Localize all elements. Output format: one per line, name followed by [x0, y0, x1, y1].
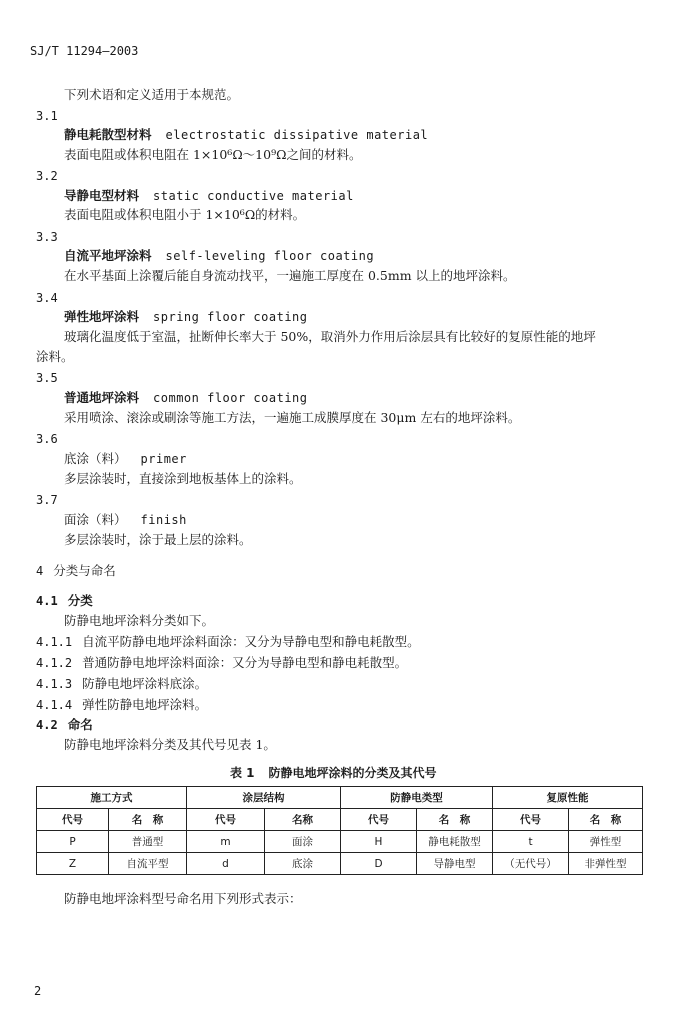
term-heading — [64, 248, 374, 264]
list-item-text: 弹性防静电地坪涂料。 — [82, 697, 208, 712]
term-number: 3.7 — [36, 493, 58, 507]
list-item — [36, 634, 420, 650]
subsection-heading — [36, 593, 93, 609]
term-definition: 多层涂装时，涂于最上层的涂料。 — [64, 532, 252, 547]
list-item-text: 普通防静电地坪涂料面涂：又分为导静电型和静电耗散型。 — [82, 655, 408, 670]
table-sub-header: 名称 — [265, 809, 341, 831]
term-en: electrostatic dissipative material — [165, 128, 429, 142]
term-en: static conductive material — [153, 189, 354, 203]
list-item — [36, 655, 407, 671]
list-item-text: 自流平防静电地坪涂料面涂：又分为导静电型和静电耗散型。 — [82, 634, 420, 649]
term-definition: 在水平基面上涂覆后能自身流动找平，一遍施工厚度在 0.5mm 以上的地坪涂料。 — [64, 268, 516, 283]
term-en: primer — [140, 452, 187, 466]
section-heading — [36, 563, 116, 579]
table-cell: Z — [37, 853, 109, 875]
list-item — [36, 676, 207, 692]
term-definition: 玻璃化温度低于室温，扯断伸长率大于 50%，取消外力作用后涂层具有比较好的复原性能的地坪 — [64, 329, 596, 344]
list-item-text: 防静电地坪涂料底涂。 — [82, 676, 208, 691]
term-en: finish — [140, 513, 187, 527]
term-number: 3.5 — [36, 371, 58, 385]
table-caption — [230, 765, 437, 781]
table-cell: 导静电型 — [417, 853, 493, 875]
subsection-title: 分类 — [67, 593, 93, 608]
list-item-number: 4.1.1 — [36, 635, 73, 649]
term-cn: 自流平地坪涂料 — [64, 248, 152, 263]
classification-table — [36, 786, 643, 875]
list-item-number: 4.1.4 — [36, 698, 73, 712]
closing-text: 防静电地坪涂料型号命名用下列形式表示： — [64, 891, 302, 906]
table-group-header-row — [37, 787, 643, 809]
list-item-number: 4.1.3 — [36, 677, 73, 691]
list-item-number: 4.1.2 — [36, 656, 73, 670]
table-cell: d — [187, 853, 265, 875]
term-definition-continued: 涂料。 — [36, 349, 74, 364]
term-number: 3.4 — [36, 291, 58, 305]
term-definition: 多层涂装时，直接涂到地板基体上的涂料。 — [64, 471, 302, 486]
table-group-header: 涂层结构 — [187, 787, 341, 809]
table-sub-header: 代号 — [187, 809, 265, 831]
term-cn: 普通地坪涂料 — [64, 390, 140, 405]
table-row — [37, 831, 643, 853]
term-number: 3.1 — [36, 109, 58, 123]
subsection-heading — [36, 717, 93, 733]
term-heading — [64, 188, 354, 204]
table-cell: （无代号） — [493, 853, 569, 875]
table-caption-title: 防静电地坪涂料的分类及其代号 — [268, 766, 437, 780]
table-cell: H — [341, 831, 417, 853]
table-cell: t — [493, 831, 569, 853]
subsection-text: 防静电地坪涂料分类如下。 — [64, 613, 215, 628]
table-group-header: 防静电类型 — [341, 787, 493, 809]
term-number: 3.2 — [36, 169, 58, 183]
term-definition: 采用喷涂、滚涂或刷涂等施工方法，一遍施工成膜厚度在 30μm 左右的地坪涂料。 — [64, 410, 521, 425]
table-caption-number: 表 1 — [230, 766, 255, 780]
intro-text: 下列术语和定义适用于本规范。 — [64, 87, 240, 102]
table-sub-header-row — [37, 809, 643, 831]
table-sub-header: 代号 — [341, 809, 417, 831]
subsection-title: 命名 — [67, 717, 93, 732]
table-group-header: 施工方式 — [37, 787, 187, 809]
table-group-header: 复原性能 — [493, 787, 643, 809]
list-item — [36, 697, 207, 713]
table-sub-header: 名 称 — [569, 809, 643, 831]
term-heading — [64, 309, 308, 325]
term-definition: 表面电阻或体积电阻在 1×10⁶Ω～10⁹Ω之间的材料。 — [64, 147, 362, 162]
term-en: common floor coating — [153, 391, 308, 405]
term-cn: 导静电型材料 — [64, 188, 140, 203]
term-number: 3.3 — [36, 230, 58, 244]
term-cn: 底涂（料） — [64, 451, 127, 466]
table-cell: 非弹性型 — [569, 853, 643, 875]
subsection-number: 4.1 — [36, 594, 58, 608]
section-title: 分类与命名 — [53, 563, 116, 578]
subsection-number: 4.2 — [36, 718, 58, 732]
term-definition: 表面电阻或体积电阻小于 1×10⁶Ω的材料。 — [64, 207, 306, 222]
table-row — [37, 853, 643, 875]
page-number: 2 — [34, 984, 42, 998]
table-cell: 面涂 — [265, 831, 341, 853]
term-heading — [64, 390, 308, 406]
term-heading — [64, 127, 428, 143]
table-sub-header: 名 称 — [417, 809, 493, 831]
table-cell: m — [187, 831, 265, 853]
table-cell: 底涂 — [265, 853, 341, 875]
table-cell: D — [341, 853, 417, 875]
table-sub-header: 代号 — [493, 809, 569, 831]
term-cn: 面涂（料） — [64, 512, 127, 527]
term-en: spring floor coating — [153, 310, 308, 324]
term-cn: 静电耗散型材料 — [64, 127, 152, 142]
table-cell: 普通型 — [109, 831, 187, 853]
term-cn: 弹性地坪涂料 — [64, 309, 140, 324]
table-sub-header: 名 称 — [109, 809, 187, 831]
table-cell: 自流平型 — [109, 853, 187, 875]
term-en: self-leveling floor coating — [165, 249, 375, 263]
subsection-text: 防静电地坪涂料分类及其代号见表 1。 — [64, 737, 276, 752]
term-number: 3.6 — [36, 432, 58, 446]
table-cell: 静电耗散型 — [417, 831, 493, 853]
doc-id: SJ/T 11294—2003 — [30, 44, 139, 58]
section-number: 4 — [36, 564, 44, 578]
table-cell: P — [37, 831, 109, 853]
term-heading — [64, 512, 187, 528]
table-sub-header: 代号 — [37, 809, 109, 831]
term-heading — [64, 451, 187, 467]
table-cell: 弹性型 — [569, 831, 643, 853]
